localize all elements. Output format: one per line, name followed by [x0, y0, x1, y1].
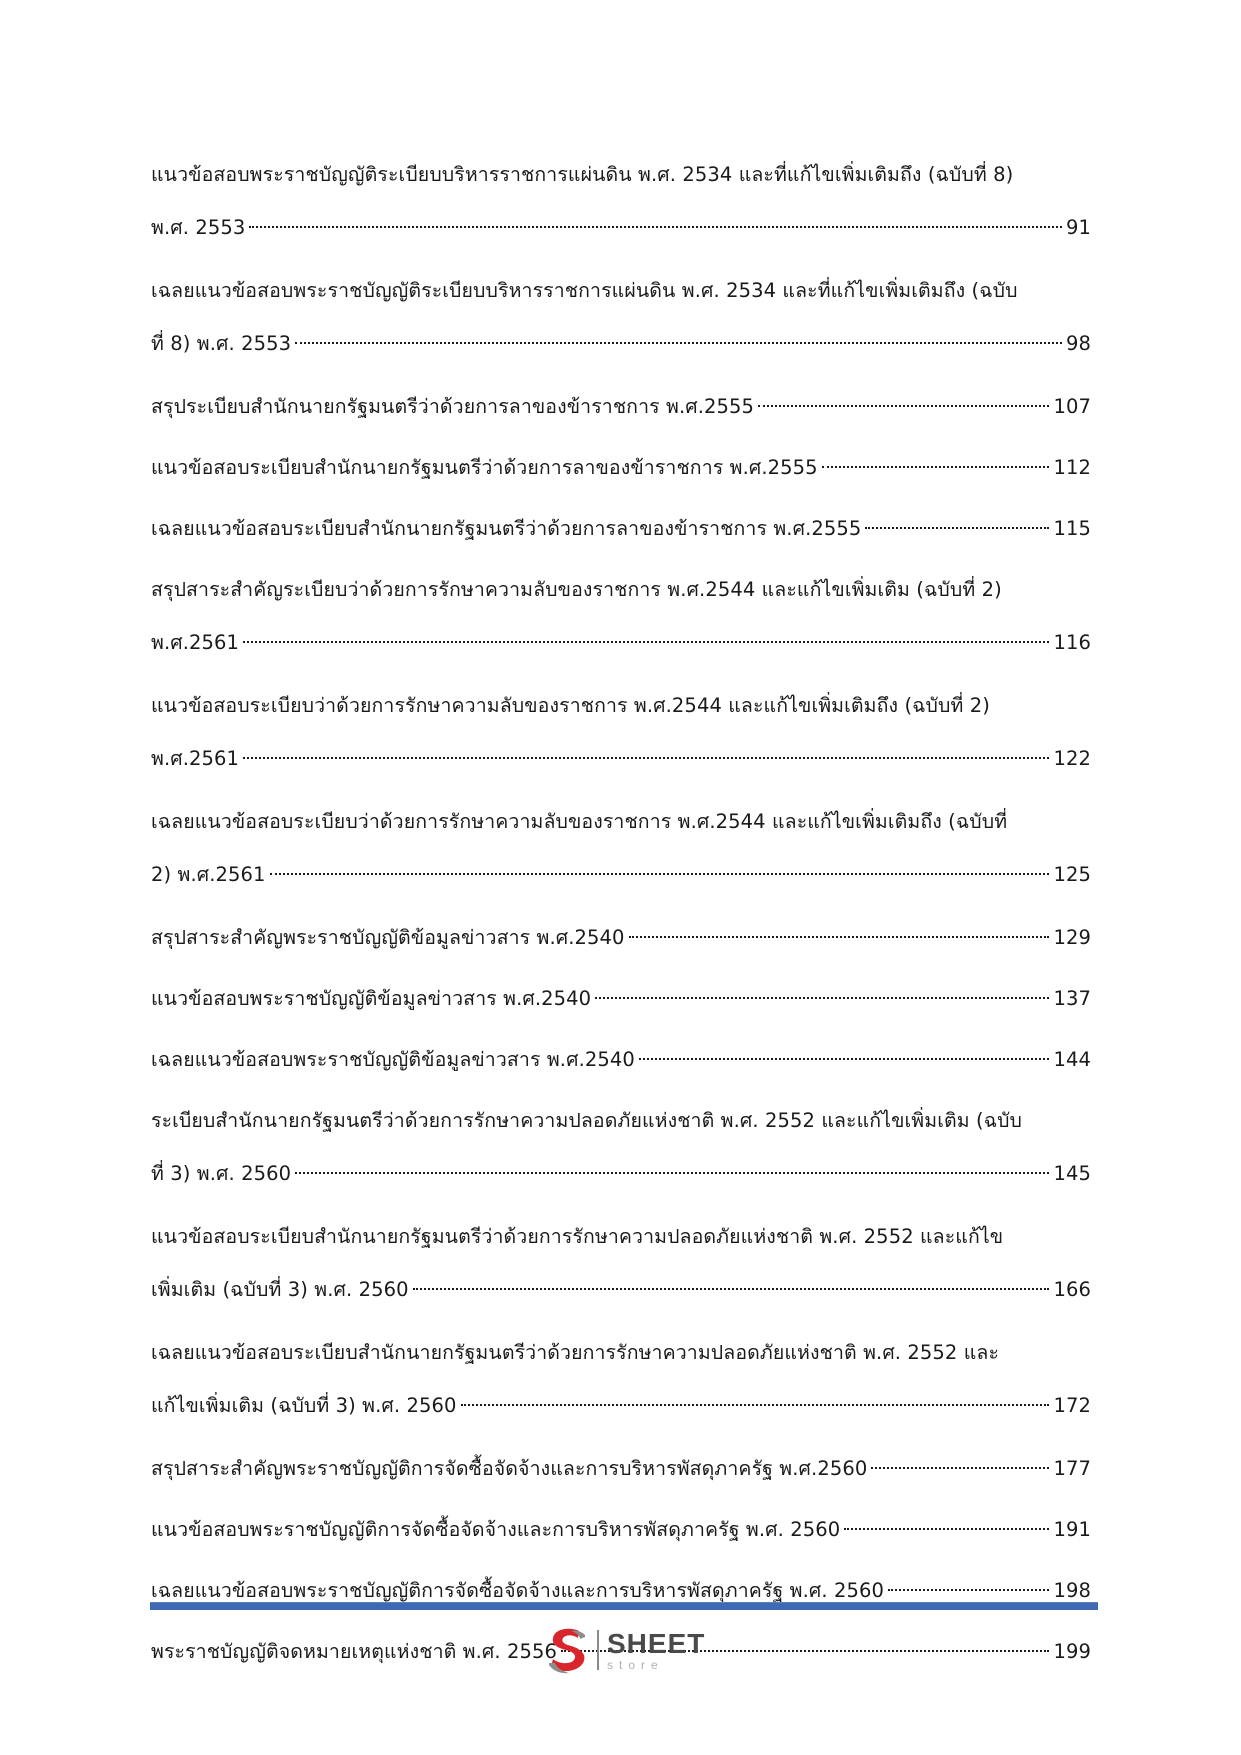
dot-leader [295, 342, 1062, 344]
toc-entry-title: เฉลยแนวข้อสอบพระราชบัญญัติการจัดซื้อจัดจ้างและการบริหารพัสดุภาครัฐ พ.ศ. 2560 [151, 1579, 884, 1602]
dot-leader [243, 641, 1049, 643]
toc-entry[interactable] [151, 1033, 1091, 1086]
footer-divider [150, 1602, 1098, 1610]
toc-entry-title-cont: 2) พ.ศ.2561 [151, 863, 266, 886]
toc-entry-title: เฉลยแนวข้อสอบพระราชบัญญัติระเบียบบริหารราชการแผ่นดิน พ.ศ. 2534 และที่แก้ไขเพิ่มเติมถึง (ฉบับ [151, 279, 1018, 302]
toc-page-number: 172 [1053, 1394, 1091, 1417]
dot-leader [758, 405, 1049, 407]
toc-page-number: 115 [1053, 517, 1091, 540]
toc-page-number: 191 [1053, 1518, 1091, 1541]
toc-entry-title: แนวข้อสอบระเบียบสำนักนายกรัฐมนตรีว่าด้วยการรักษาความปลอดภัยแห่งชาติ พ.ศ. 2552 และแก้ไข [151, 1225, 1004, 1248]
toc-page-number: 112 [1053, 456, 1091, 479]
toc-entry-title: เฉลยแนวข้อสอบระเบียบสำนักนายกรัฐมนตรีว่าด้วยการลาของข้าราชการ พ.ศ.2555 [151, 517, 862, 540]
table-of-contents [151, 148, 1091, 1686]
toc-page-number: 98 [1065, 332, 1091, 355]
toc-entry[interactable] [151, 679, 1091, 785]
toc-entry[interactable] [151, 563, 1091, 669]
toc-page-number: 199 [1053, 1640, 1091, 1663]
dot-leader [639, 1058, 1050, 1060]
toc-entry[interactable] [151, 148, 1091, 254]
dot-leader [871, 1467, 1049, 1469]
toc-entry-title: แนวข้อสอบพระราชบัญญัติระเบียบบริหารราชการแผ่นดิน พ.ศ. 2534 และที่แก้ไขเพิ่มเติมถึง (ฉบับที่ 8) [151, 163, 1014, 186]
dot-leader [243, 757, 1049, 759]
toc-entry-title-cont: เพิ่มเติม (ฉบับที่ 3) พ.ศ. 2560 [151, 1278, 409, 1301]
sheet-store-logo-icon [545, 1625, 591, 1675]
toc-page-number: 107 [1053, 395, 1091, 418]
toc-page-number: 144 [1053, 1048, 1091, 1071]
toc-page-number: 137 [1053, 987, 1091, 1010]
dot-leader [461, 1404, 1050, 1406]
toc-page-number: 145 [1053, 1162, 1091, 1185]
toc-entry-title: แนวข้อสอบระเบียบสำนักนายกรัฐมนตรีว่าด้วยการลาของข้าราชการ พ.ศ.2555 [151, 456, 818, 479]
dot-leader [270, 873, 1050, 875]
toc-entry-title: สรุปสาระสำคัญระเบียบว่าด้วยการรักษาความลับของราชการ พ.ศ.2544 และแก้ไขเพิ่มเติม (ฉบับที่ 2) [151, 578, 1002, 601]
toc-entry[interactable] [151, 1503, 1091, 1556]
toc-entry[interactable] [151, 380, 1091, 433]
logo-separator [597, 1630, 599, 1670]
toc-entry-title: แนวข้อสอบพระราชบัญญัติการจัดซื้อจัดจ้างและการบริหารพัสดุภาครัฐ พ.ศ. 2560 [151, 1518, 841, 1541]
dot-leader [629, 936, 1050, 938]
toc-entry[interactable] [151, 1210, 1091, 1316]
logo-brand-text: SHEET [607, 1627, 706, 1659]
dot-leader [822, 466, 1050, 468]
toc-page-number: 122 [1053, 747, 1091, 770]
dot-leader [844, 1528, 1049, 1530]
toc-entry-title: พระราชบัญญัติจดหมายเหตุแห่งชาติ พ.ศ. 2556 [151, 1640, 558, 1663]
toc-entry[interactable] [151, 502, 1091, 555]
toc-entry-title: สรุปสาระสำคัญพระราชบัญญัติข้อมูลข่าวสาร พ.ศ.2540 [151, 926, 625, 949]
dot-leader [595, 997, 1049, 999]
toc-entry[interactable] [151, 1442, 1091, 1495]
toc-entry[interactable] [151, 911, 1091, 964]
toc-page-number: 177 [1053, 1457, 1091, 1480]
toc-entry-title-cont: แก้ไขเพิ่มเติม (ฉบับที่ 3) พ.ศ. 2560 [151, 1394, 457, 1417]
toc-entry[interactable] [151, 1094, 1091, 1200]
toc-entry-title-cont: พ.ศ. 2553 [151, 216, 246, 239]
toc-entry-title: แนวข้อสอบระเบียบว่าด้วยการรักษาความลับของราชการ พ.ศ.2544 และแก้ไขเพิ่มเติมถึง (ฉบับที่ 2) [151, 694, 990, 717]
toc-entry[interactable] [151, 972, 1091, 1025]
toc-entry[interactable] [151, 1326, 1091, 1432]
toc-entry-title: เฉลยแนวข้อสอบระเบียบสำนักนายกรัฐมนตรีว่าด้วยการรักษาความปลอดภัยแห่งชาติ พ.ศ. 2552 และ [151, 1341, 1000, 1364]
toc-page-number: 166 [1053, 1278, 1091, 1301]
dot-leader [413, 1288, 1050, 1290]
logo-sub-text: store [607, 1657, 664, 1672]
dot-leader [865, 527, 1049, 529]
toc-page-number: 198 [1053, 1579, 1091, 1602]
toc-entry-title: สรุประเบียบสำนักนายกรัฐมนตรีว่าด้วยการลาของข้าราชการ พ.ศ.2555 [151, 395, 755, 418]
toc-entry-title: แนวข้อสอบพระราชบัญญัติข้อมูลข่าวสาร พ.ศ.2540 [151, 987, 592, 1010]
toc-entry-title: เฉลยแนวข้อสอบพระราชบัญญัติข้อมูลข่าวสาร พ.ศ.2540 [151, 1048, 635, 1071]
footer-logo [545, 1622, 725, 1678]
dot-leader [249, 226, 1062, 228]
toc-entry[interactable] [151, 264, 1091, 370]
toc-entry-title-cont: พ.ศ.2561 [151, 747, 240, 770]
toc-entry-title: สรุปสาระสำคัญพระราชบัญญัติการจัดซื้อจัดจ้างและการบริหารพัสดุภาครัฐ พ.ศ.2560 [151, 1457, 868, 1480]
toc-entry-title-cont: พ.ศ.2561 [151, 631, 240, 654]
dot-leader [295, 1172, 1049, 1174]
toc-entry-title: เฉลยแนวข้อสอบระเบียบว่าด้วยการรักษาความลับของราชการ พ.ศ.2544 และแก้ไขเพิ่มเติมถึง (ฉบับที่ [151, 810, 1008, 833]
toc-entry[interactable] [151, 441, 1091, 494]
dot-leader [888, 1589, 1049, 1591]
toc-entry-title: ระเบียบสำนักนายกรัฐมนตรีว่าด้วยการรักษาความปลอดภัยแห่งชาติ พ.ศ. 2552 และแก้ไขเพิ่มเติม (ฉบับ [151, 1109, 1023, 1132]
toc-page-number: 125 [1053, 863, 1091, 886]
toc-entry-title-cont: ที่ 3) พ.ศ. 2560 [151, 1162, 292, 1185]
toc-page-number: 129 [1053, 926, 1091, 949]
toc-entry-title-cont: ที่ 8) พ.ศ. 2553 [151, 332, 292, 355]
toc-page-number: 116 [1053, 631, 1091, 654]
toc-page-number: 91 [1065, 216, 1091, 239]
toc-entry[interactable] [151, 795, 1091, 901]
